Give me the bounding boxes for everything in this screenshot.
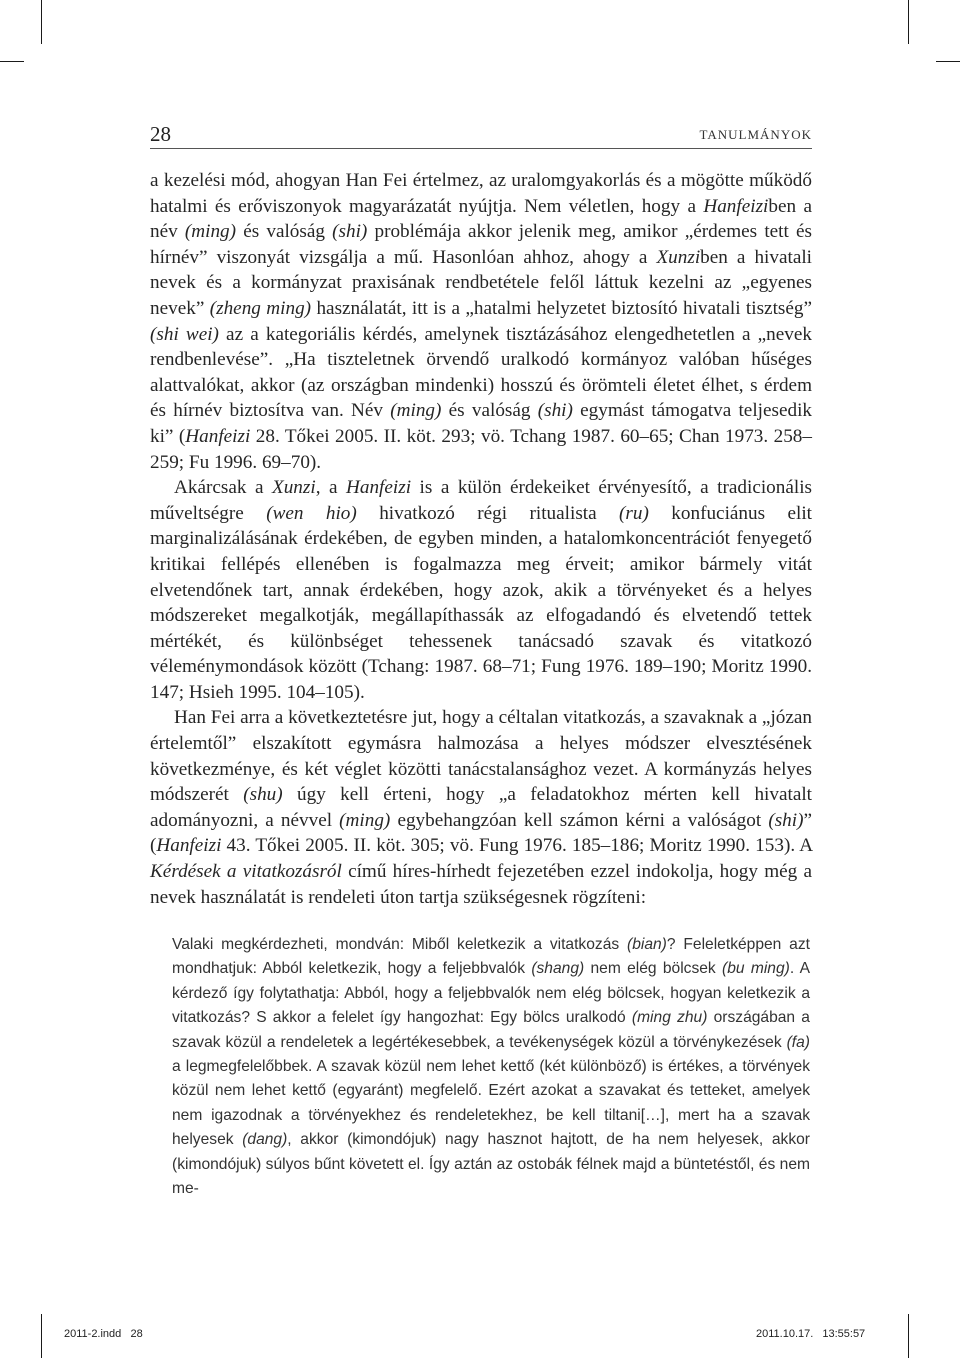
paragraph-3: Han Fei arra a következtetésre jut, hogy a céltalan vitatkozás, a szavaknak a „józan értelemtől” elszakított egymásra halmozása a helyes módszer elvesztésének következménye, és két véglet közötti tanácstalansághoz vezet. A kormányzás helyes módszerét (shu) úgy kell érteni, hogy „a feladatokhoz mérten kell hivatalt adományozni, a névvel (ming) egybehangzóan kell számon kérni a valóságot (shi)” (Hanfeizi 43. Tőkei 2005. II. köt. 305; vö. Fung 1976. 185–186; Moritz 1990. 153). A Kérdések a vitatkozásról című híres-hírhedt fejezetében ezzel indokolja, hogy még a nevek használatát is rendeleti úton tartja szükségesnek rögzíteni:	[150, 707, 813, 908]
crop-mark	[936, 61, 960, 62]
paragraph-1: a kezelési mód, ahogyan Han Fei értelmez, az uralomgyakorlás és a mögötte működő hatalmi és erőviszonyok magyarázatát nyújtja. Nem véletlen, hogy a Hanfeiziben a név (ming) és valóság (shi) problémája akkor jelenik meg, amikor „érdemes tett és hírnév” viszonyát vizsgálja a mű. Hasonlóan ahhoz, ahogy a Xunziben a hivatali nevek és a kormányzat praxisának rendbetétele felől láttuk kezelni az „egyenes nevek” (zheng ming) használatát, itt is a „hatalmi helyzetet biztosító hivatali tisztség” (shi wei) az a kategoriális kérdés, amelynek tisztázásához elengedhetetlen a „nevek rendbenlevése”. „Ha tiszteletnek örvendő uralkodó kormányoz valóban hűséges alattvalókat, akkor (az országban mindenki) hosszú és örömteli életet élhet, s érdem és hírnév biztosítva van. Név (ming) és valóság (shi) egymást támogatva teljesedik ki” (Hanfeizi 28. Tőkei 2005. II. köt. 293; vö. Tchang 1987. 60–65; Chan 1973. 258–259; Fu 1996. 69–70).	[150, 170, 813, 473]
slug-filename: 2011-2.indd 28	[64, 1328, 143, 1340]
crop-mark	[908, 0, 909, 44]
crop-mark	[41, 1314, 42, 1358]
paragraph-2: Akárcsak a Xunzi, a Hanfeizi is a külön érdekeiket érvényesítő, a tradicionális műveltségre (wen hio) hivatkozó régi ritualista (ru) konfuciánus elit marginalizálásának érdekében, de egyben minden, a hatalomkoncentrációt fenyegető kritikai fellépés ellenében is fogalmazza meg érveit; amikor bármely vitát elvetendőnek tart, annak érdekében, hogy azok, akik a törvényeket és a helyes módszereket megalkotják, megállapíthassák az elfogadandó és elvetendő tettek mértékét, és különbséget tehessenek tanácsadó szavak és vitatkozó véleménymondások között (Tchang: 1987. 68–71; Fung 1976. 189–190; Moritz 1990. 147; Hsieh 1995. 104–105).	[150, 477, 813, 703]
crop-mark	[41, 0, 42, 44]
crop-mark	[0, 61, 24, 62]
slug-date: 2011.10.17.	[756, 1328, 814, 1340]
block-quote	[172, 933, 810, 1201]
slug-timestamp	[756, 1328, 865, 1340]
body-text	[150, 168, 812, 910]
quote-paragraph: Valaki megkérdezheti, mondván: Miből keletkezik a vitatkozás (bian)? Feleletképpen azt mondhatjuk: Abból keletkezik, hogy a feljebbvalók (shang) nem elég bölcsek (bu ming). A kérdező így folytathatja: Abból, hogy a feljebbvalók nem elég bölcsek, hogyan keletkezik a vitatkozás? S akkor a felelet így hangozhat: Egy bölcs uralkodó (ming zhu) országában a szavak közül a rendeletek a legértékesebbek, a tevékenységek közül a törvénykezések (fa) a legmegfelelőbbek. A szavak közül nem lehet kettő (két különböző) is értékes, a törvények közül nem lehet kettő (egyaránt) megfelelő. Ezért azokat a szavakat és tetteket, amelyek nem igazodnak a törvényekhez és rendeletekhez, be kell tiltani[…], mert ha a szavak helyesek (dang), akkor (kimondójuk) nagy hasznot hajtott, de ha nem helyesek, akkor (kimondójuk) súlyos bűnt követett el. Így aztán az ostobák félnek majd a büntetéstől, és nem me-	[172, 936, 810, 1198]
crop-mark	[908, 1314, 909, 1358]
running-head: TANULMÁNYOK	[699, 127, 812, 142]
slug-time: 13:55:57	[822, 1328, 866, 1340]
page-number: 28	[150, 122, 171, 146]
header-rule	[150, 148, 812, 149]
